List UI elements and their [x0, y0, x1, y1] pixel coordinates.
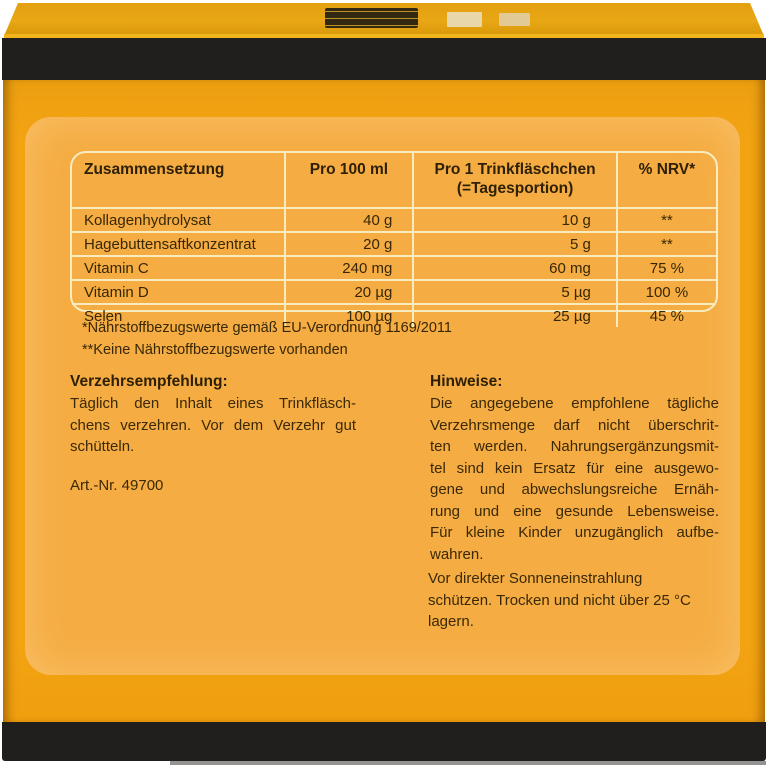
per-bottle-line1: Pro 1 Trinkfläschchen — [434, 161, 596, 178]
table-row — [72, 256, 716, 280]
value-per-100ml: 20 µg — [285, 280, 414, 304]
column-header-nrv: % NRV* — [617, 153, 716, 208]
flap-stamp-icon — [447, 12, 482, 27]
notes-text-line: ten werden. Nahrungsergänzungsmit- — [430, 438, 719, 455]
value-per-100ml: 100 µg — [285, 304, 414, 327]
storage-text-line: schützen. Trocken und nicht über 25 °C — [428, 591, 691, 609]
ingredient-name: Kollagenhydrolysat — [72, 208, 285, 232]
table-row — [72, 232, 716, 256]
table-row — [72, 208, 716, 232]
dosage-text-line: Täglich den Inhalt eines Trinkfläsch- — [70, 395, 356, 412]
value-per-bottle: 5 g — [413, 232, 617, 256]
value-per-100ml: 40 g — [285, 208, 414, 232]
flap-stamp-icon — [499, 13, 530, 26]
value-per-bottle: 10 g — [413, 208, 617, 232]
storage-text-line: Vor direkter Sonneneinstrahlung — [428, 570, 643, 587]
table-row — [72, 280, 716, 304]
value-nrv: 75 % — [617, 256, 716, 280]
dosage-text-line: chens verzehren. Vor dem Verzehr gut — [70, 416, 356, 434]
column-header-per-100ml: Pro 100 ml — [285, 153, 414, 208]
notes-text-line: Die angegebene empfohlene tägliche — [430, 395, 719, 412]
notes-section — [430, 371, 719, 565]
article-number: Art.-Nr. 49700 — [70, 477, 164, 494]
footnote-nrv-reference: *Nährstoffbezugswerte gemäß EU-Verordnung 1169/2011 — [82, 320, 452, 336]
value-nrv: 100 % — [617, 280, 716, 304]
footnote-no-nrv: **Keine Nährstoffbezugswerte vorhanden — [82, 342, 348, 358]
top-black-band — [2, 38, 766, 80]
value-per-100ml: 20 g — [285, 232, 414, 256]
column-header-composition: Zusammensetzung — [84, 161, 225, 178]
notes-text-line: Für kleine Kinder unzugänglich aufbe- — [430, 524, 719, 541]
notes-text-line: wahren. — [430, 545, 484, 563]
dosage-heading: Verzehrsempfehlung: — [70, 373, 228, 390]
dosage-section — [70, 371, 356, 458]
per-bottle-line2: (=Tagesportion) — [456, 180, 574, 197]
storage-note — [428, 568, 728, 633]
notes-text-line: Verzehrsmenge darf nicht überschrit- — [430, 416, 719, 434]
notes-text-line: rung und eine gesunde Lebensweise. — [430, 502, 719, 520]
table-header-row — [72, 153, 716, 208]
dosage-text-line: schütteln. — [70, 438, 135, 455]
ingredient-name: Vitamin C — [72, 256, 285, 280]
value-per-bottle: 60 mg — [413, 256, 617, 280]
bottom-black-band — [2, 722, 766, 761]
ingredient-name: Vitamin D — [72, 280, 285, 304]
notes-text-line: tel sind kein Ersatz für eine ausgewo- — [430, 459, 719, 477]
flap-barcode-mark — [325, 8, 418, 28]
ingredient-name: Selen — [72, 304, 285, 327]
storage-text-line: lagern. — [428, 613, 474, 630]
value-nrv: ** — [617, 232, 716, 256]
value-per-100ml: 240 mg — [285, 256, 414, 280]
value-per-bottle: 25 µg — [413, 304, 617, 327]
notes-text-line: gene und abwechslungsreiche Ernäh- — [430, 481, 719, 498]
value-nrv: ** — [617, 208, 716, 232]
table-footnotes — [82, 317, 452, 361]
column-header-per-bottle — [413, 153, 617, 208]
value-nrv: 45 % — [617, 304, 716, 327]
notes-heading: Hinweise: — [430, 373, 503, 390]
ingredient-name: Hagebuttensaftkonzentrat — [72, 232, 285, 256]
box-drop-shadow — [170, 761, 766, 765]
nutrition-table — [70, 151, 718, 325]
value-per-bottle: 5 µg — [413, 280, 617, 304]
